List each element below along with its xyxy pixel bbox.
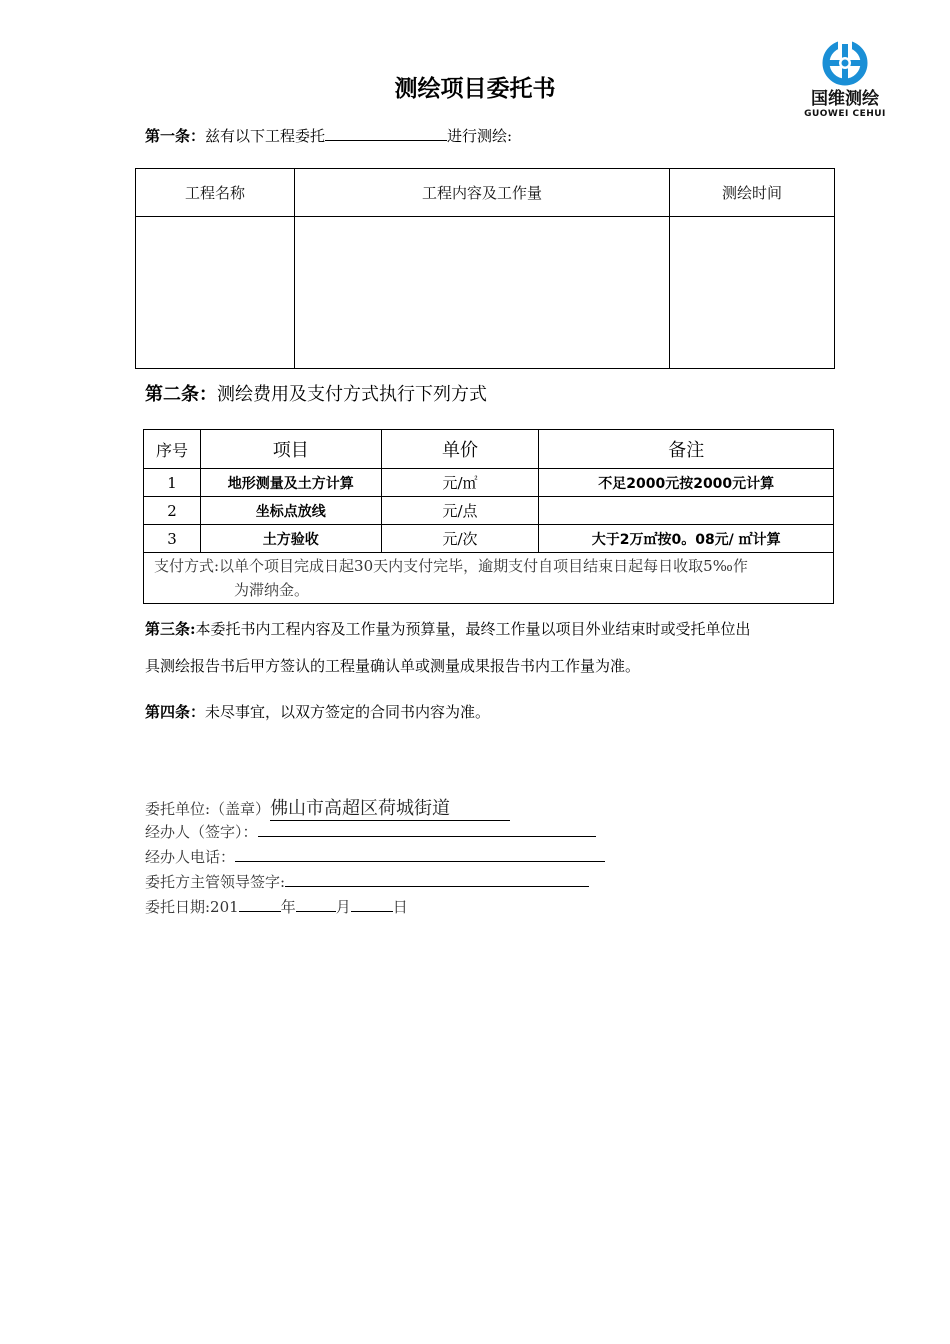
payment-line-2: 为滞纳金。: [234, 581, 310, 599]
month-label: 月: [335, 898, 351, 916]
leader-signature-field[interactable]: [285, 872, 589, 887]
logo-name-en: GUOWEI CEHUI: [804, 109, 886, 119]
payment-row: [144, 553, 834, 604]
row-note: [539, 497, 834, 525]
fee-table: [143, 429, 834, 604]
row-seq: 2: [144, 497, 201, 525]
row-seq: 3: [144, 525, 201, 553]
article-3: [145, 619, 751, 639]
article-1-text-after: 进行测绘:: [447, 127, 513, 145]
handler-signature-field[interactable]: [258, 822, 596, 837]
date-line: [145, 896, 408, 917]
month-field[interactable]: [296, 897, 336, 912]
day-field[interactable]: [351, 897, 393, 912]
header-price: 单价: [381, 430, 539, 469]
year-label: 年: [280, 898, 296, 916]
article-3-label: 第三条:: [145, 620, 196, 638]
article-4-text: 未尽事宜，以双方签定的合同书内容为准。: [205, 703, 491, 721]
client-unit-label: 委托单位:（盖章）: [145, 800, 271, 818]
header-project-content: 工程内容及工作量: [295, 169, 670, 217]
row-item: 地形测量及土方计算: [200, 469, 381, 497]
article-1-text-before: 兹有以下工程委托: [205, 127, 326, 145]
page-title: 测绘项目委托书: [394, 75, 556, 102]
header-seq: 序号: [144, 430, 201, 469]
date-prefix: 委托日期:201: [145, 898, 239, 916]
row-price[interactable]: 元/点: [381, 497, 539, 525]
client-unit-value[interactable]: 佛山市高超区荷城街道: [270, 794, 510, 821]
article-3-line-2: 具测绘报告书后甲方签认的工程量确认单或测量成果报告书内工作量为准。: [145, 657, 641, 675]
article-3-continued: [145, 656, 640, 676]
cell-project-name[interactable]: [136, 217, 295, 369]
article-2-text: 测绘费用及支付方式执行下列方式: [217, 384, 487, 405]
phone-label: 经办人电话：: [145, 848, 236, 866]
article-4: [145, 702, 490, 722]
row-item: 坐标点放线: [200, 497, 381, 525]
handler-line: [145, 821, 596, 842]
logo-name-cn: 国维测绘: [811, 89, 879, 109]
article-2-label: 第二条：: [145, 384, 217, 405]
project-table: [135, 168, 835, 369]
header-note: 备注: [539, 430, 834, 469]
row-note: 大于2万㎡按0。08元/ ㎡计算: [539, 525, 834, 553]
client-unit-line: [145, 794, 510, 821]
table-row: [144, 469, 834, 497]
phone-line: [145, 846, 605, 867]
table-row: [144, 525, 834, 553]
row-note: 不足2000元按2000元计算: [539, 469, 834, 497]
article-4-label: 第四条：: [145, 703, 206, 721]
table-row: [144, 497, 834, 525]
row-item: 土方验收: [200, 525, 381, 553]
article-2: [145, 384, 487, 406]
day-label: 日: [392, 898, 408, 916]
header-survey-time: 测绘时间: [670, 169, 835, 217]
row-price[interactable]: 元/㎡: [381, 469, 539, 497]
leader-line: [145, 871, 589, 892]
cell-project-content[interactable]: [295, 217, 670, 369]
payment-terms: [144, 553, 834, 604]
payment-line-1: 支付方式:以单个项目完成日起30天内支付完毕，逾期支付自项目结束日起每日收取5‰作: [154, 557, 748, 575]
header-project-name: 工程名称: [136, 169, 295, 217]
phone-field[interactable]: [235, 847, 605, 862]
handler-label: 经办人（签字）：: [145, 823, 258, 841]
row-seq: 1: [144, 469, 201, 497]
header-item: 项目: [200, 430, 381, 469]
project-name-blank[interactable]: [325, 124, 447, 141]
leader-label: 委托方主管领导签字:: [145, 873, 286, 891]
article-1-label: 第一条：: [145, 127, 206, 145]
article-3-line-1: 本委托书内工程内容及工作量为预算量，最终工作量以项目外业结束时或受托单位出: [195, 620, 751, 638]
row-price[interactable]: 元/次: [381, 525, 539, 553]
cell-survey-time[interactable]: [670, 217, 835, 369]
article-1: [145, 124, 512, 146]
year-field[interactable]: [239, 897, 281, 912]
